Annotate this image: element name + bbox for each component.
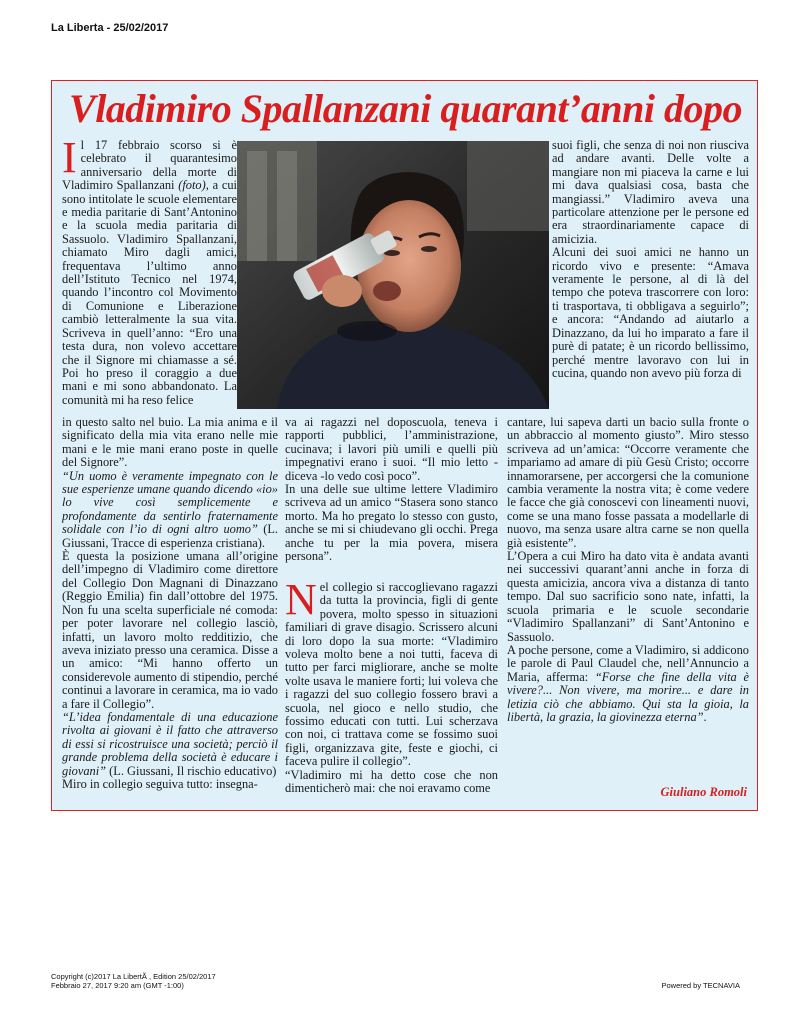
article-paragraph: Miro in collegio seguiva tutto: insegna-	[62, 776, 258, 791]
article-paragraph: Alcuni dei suoi amici ne hanno un ricordo vivo e presente: “Amava veramente le persone, al di là del tempo che poteva trascorrere con loro: ti trasportava, ti obbligava a seguirlo”; e ancora: “Andando ad aiutarlo a Dinazzano, da lui ho imparato a fare il purè di patate; è un ricordo bellissimo, perché mentre lavoravo con lui in cucina, quando non avevo più forza di	[552, 245, 749, 380]
article-title: Vladimiro Spallanzani quarant’anni dopo	[69, 86, 742, 131]
quote-text: “L’idea fondamentale di una educazione rivolta ai giovani è il fatto che attraverso di essi si ricostruisce una società; perciò il grande problema della società è educare i giovani”	[62, 709, 278, 778]
photo-reference: (foto)	[174, 178, 206, 193]
dropcap-letter: I	[62, 133, 77, 182]
article-column-3	[552, 139, 749, 380]
timestamp-line: Febbraio 27, 2017 9:20 am (GMT -1:00)	[51, 981, 184, 990]
article-text: el collegio si raccoglievano ragazzi da tutta la provincia, figli di gente povera, molto spesso in situazioni familiari di grave disagio. Scrissero alcuni di loro dopo la sua morte: “Vladimiro voleva molto bene a noi tutti, faceva di tutto per farci migliorare, anche se molte volte usava le maniere forti; lui voleva che i ragazzi del suo collegio fossero bravi a scuola, nel gioco e nello studio, che fossimo educati con tutti. Lui scherzava con noi, ci trattava come se fossimo suoi figli, organizzava gite, feste e giochi, ci faceva pulire il collegio”.	[285, 580, 498, 769]
dropcap-letter: N	[285, 575, 317, 624]
article-paragraph: suoi figli, che senza di noi non riusciva ad andare avanti. Delle volte a mangiare non mi piaceva la carne e lui mi dava qualsiasi cosa, basta che mangiassi.” Vladimiro aveva una particolare attenzione per le persone ed era straordinariamente capace di amicizia.	[552, 138, 749, 246]
article-text: .	[703, 709, 707, 724]
article-paragraph: In una delle sue ultime lettere Vladimiro scriveva ad un amico “Stasera sono stanco morto. Ma ho pregato lo stesso con gusto, anche se mi si chiudevano gli occhi. Prega anche tu per la mia povera, misera persona”.	[285, 482, 498, 564]
article-text: , a cui sono intitolate le scuole elementare e media paritarie di Sant’Antonino e la scuola media paritaria di Sassuolo. Vladimiro Spallanzani, chiamato Miro dagli amici, frequentava l’ultimo anno dell’Istituto Tecnico nel 1974, quando l’incontro col Movimento di Comunione e Liberazione cambiò letteralmente la sua vita. Scriveva in quell’anno: “Ero una testa dura, non volevo accettare che il Signore mi chiamasse a sé. Poi ho preso il coraggio a due mani e mi sono abbandonato. La comunità mi ha reso felice	[62, 178, 237, 407]
quote-source: (L. Giussani, Il rischio educativo)	[106, 763, 277, 778]
copyright-footer	[51, 972, 216, 990]
quote-text: “Forse che fine della vita è vivere?... Non vivere, ma morire... e dare in letizia ciò che abbiamo. Qui sta la gioia, la libertà, la grazia, la giovinezza eterna”	[507, 669, 749, 724]
article-paragraph: L’Opera a cui Miro ha dato vita è andata avanti nei successivi quarant’anni anche in forza di questa amicizia, ancora viva a distanza di tanto tempo. Dal suo sacrificio sono nate, infatti, la scuola primaria e le scuole secondarie “Vladimiro Spallanzani” di Sant’Antonino e Sassuolo.	[507, 549, 749, 644]
author-signature: Giuliano Romoli	[660, 785, 747, 799]
article-text: A poche persone, come a Vladimiro, si addicono le parole di Paul Claudel che, nell’Annuncio a Maria, afferma:	[507, 642, 749, 684]
article-paragraph: va ai ragazzi nel doposcuola, teneva i rapporti pubblici, l’amministrazione, cucinava; i lavori più umili e quelli più impegnativi erano i suoi. “Il mio letto - diceva -lo vedo così poco”.	[285, 415, 498, 483]
article-column-1-lower	[62, 416, 278, 791]
article-box	[51, 80, 758, 811]
article-quote	[62, 470, 278, 550]
article-column-1	[62, 133, 237, 407]
article-paragraph	[507, 644, 749, 724]
article-paragraph: “Vladimiro mi ha detto cose che non dimenticherò mai: che noi eravamo come	[285, 767, 498, 796]
article-paragraph: cantare, lui sapeva darti un bacio sulla fronte o un abbraccio al momento giusto”. Miro stesso scriveva ad un’amica: “Occorre veramente che impariamo ad amare di più Gesù Cristo; occorre innamorarsene, per accorgersi che la comunione cambia veramente la nostra vita; è come vedere le facce che già conoscevi con lineamenti nuovi, come se una mano fosse passata a modellarle di nuovo, ma senza usare altra carne se non quella già esistente”.	[507, 415, 749, 550]
article-paragraph: È questa la posizione umana all’origine dell’impegno di Vladimiro come direttore del Collegio Don Magnani di Dinazzano (Reggio Emilia) fin dall’ottobre del 1975. Non fu una scelta superficiale né comoda: per poter lavorare nel collegio lasciò, infatti, un lavoro molto redditizio, che aveva iniziato presso una ceramica. Disse a un amico: “Mi hanno offerto un considerevole aumento di stipendio, perché continui a lavorare in ceramica, ma io vado a fare il Collegio”.	[62, 549, 278, 711]
article-column-3-lower	[507, 416, 749, 724]
photo-young-man-drinking-image	[237, 141, 549, 409]
article-column-2-lower	[285, 575, 498, 796]
quote-source: (L. Giussani, Tracce di esperienza cristiana).	[62, 522, 279, 550]
quote-text: “Un uomo è veramente impegnato con le sue esperienze umane quando dicendo «io» lo vive così semplicemente e profondamente da sentirlo fraternamente solidale con l’io di ogni altro uomo”	[62, 468, 278, 537]
copyright-line: Copyright (c)2017 La LibertÃ , Edition 25/02/2017	[51, 972, 216, 981]
powered-by-label: Powered by TECNAVIA	[661, 981, 740, 990]
article-quote	[62, 711, 278, 778]
article-column-2	[285, 416, 498, 563]
article-paragraph: in questo salto nel buio. La mia anima e il significato della mia vita erano nelle mie mani e le mie mani erano poste in quelle del Signore”.	[62, 415, 278, 470]
article-text: l 17 febbraio scorso si è celebrato il quarantesimo anniversario della morte di Vladimiro Spallanzani	[62, 138, 237, 193]
publication-header: La Liberta - 25/02/2017	[51, 22, 169, 34]
article-photo	[237, 141, 549, 409]
